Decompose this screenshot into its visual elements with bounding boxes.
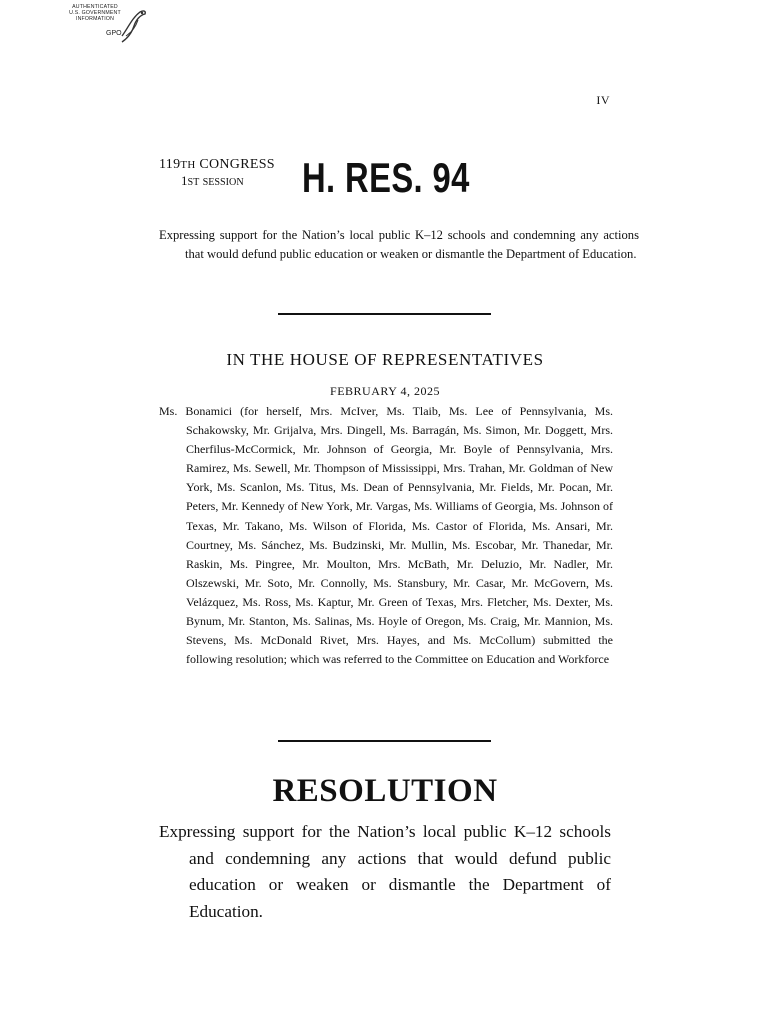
resolution-heading: RESOLUTION	[272, 773, 498, 809]
resolution-title: Expressing support for the Nation’s local public K–12 schools and condemning any actions that would defund public education or weaken or dismantle the Department of Education.	[159, 822, 611, 921]
seal-line-2: U.S. GOVERNMENT	[69, 10, 121, 17]
seal-gpo-label: GPO	[106, 30, 122, 37]
congress-ordinal: TH	[180, 159, 196, 171]
gpo-authentication-seal	[62, 4, 148, 48]
session-ordinal: ST	[187, 177, 200, 188]
eagle-icon	[118, 6, 148, 46]
session-word: SESSION	[202, 177, 244, 188]
session-label	[181, 173, 275, 189]
congress-number: 119	[159, 157, 181, 172]
short-title: Expressing support for the Nation’s local public K–12 schools and condemning any actions that would defund public education or weaken or dismantle the Department of Education.	[159, 228, 639, 261]
session-number: 1	[181, 173, 188, 188]
house-heading: IN THE HOUSE OF REPRESENTATIVES	[226, 350, 544, 369]
bill-number: H. RES. 94	[302, 154, 470, 201]
page-number: IV	[596, 93, 610, 107]
divider-top	[278, 313, 491, 315]
congress-label	[159, 157, 275, 173]
seal-line-3: INFORMATION	[75, 16, 115, 23]
congress-session-block	[159, 157, 275, 189]
congress-word: CONGRESS	[199, 157, 275, 172]
divider-bottom	[278, 740, 491, 742]
action-date	[0, 384, 770, 399]
seal-line-1: AUTHENTICATED	[72, 4, 118, 10]
action-date-text: FEBRUARY 4, 2025	[330, 384, 440, 398]
sponsors-paragraph: Ms. Bonamici (for herself, Mrs. McIver, Ms. Tlaib, Ms. Lee of Pennsylvania, Ms. Schakowsky, Mr. Grijalva, Mrs. Dingell, Ms. Barragán, Ms. Simon, Mr. Doggett, Mrs. Cherfilus-McCormick, Mr. Johnson of Georgia, Mr. Boyle of Pennsylvania, Mrs. Ramirez, Ms. Sewell, Mr. Thompson of Mississippi, Mrs. Trahan, Mr. Goldman of New York, Ms. Scanlon, Ms. Titus, Ms. Dean of Pennsylvania, Mr. Fields, Mr. Pocan, Mr. Peters, Mr. Kennedy of New York, Mr. Vargas, Ms. Williams of Georgia, Ms. Johnson of Texas, Mr. Takano, Ms. Wilson of Florida, Ms. Castor of Florida, Ms. Ansari, Mr. Courtney, Ms. Sánchez, Ms. Budzinski, Mr. Mullin, Ms. Escobar, Mr. Thanedar, Mr. Raskin, Ms. Pingree, Mr. Moulton, Mrs. McBath, Mr. Deluzio, Mr. Nadler, Mr. Olszewski, Mr. Soto, Mr. Connolly, Ms. Stansbury, Mr. Casar, Mr. McGovern, Ms. Velázquez, Ms. Ross, Ms. Kaptur, Mr. Green of Texas, Mrs. Fletcher, Ms. Dexter, Ms. Bynum, Mr. Stanton, Ms. Salinas, Ms. Hoyle of Oregon, Ms. Craig, Mr. Mannion, Ms. Stevens, Ms. McDonald Rivet, Mrs. Hayes, and Ms. McCollum) submitted the following resolution; which was referred to the Committee on Education and Workforce	[159, 404, 613, 667]
